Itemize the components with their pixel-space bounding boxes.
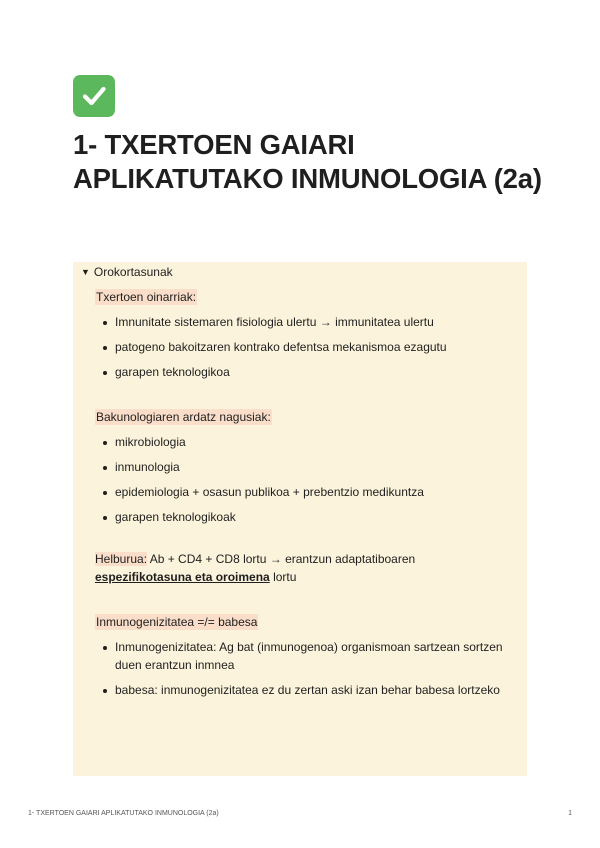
toggle-arrow-icon[interactable]: ▼ — [81, 267, 90, 277]
helburua-tail: lortu — [269, 570, 297, 584]
toggle-header[interactable] — [81, 263, 517, 281]
list-item: Inmunogenizitatea: Ag bat (inmunogenoa) organismoan sartzean sortzen duen erantzun inmnea — [95, 638, 517, 674]
section-heading-txertoen-oinarriak: Txertoen oinarriak: — [96, 290, 197, 304]
footer-title: 1- TXERTOEN GAIARI APLIKATUTAKO INMUNOLOGIA (2a) — [28, 810, 219, 817]
section-heading-bakunologiaren-ardatz: Bakunologiaren ardatz nagusiak: — [96, 410, 271, 424]
toggle-block-orokortasunak — [73, 262, 527, 776]
bullet-list-txertoen-oinarriak — [95, 313, 517, 381]
helburua-bold: espezifikotasuna eta oroimena — [95, 570, 270, 584]
list-item: epidemiologia + osasun publikoa + prebentzio medikuntza — [95, 483, 517, 501]
section-heading-inmunogenizitatea: Inmunogenizitatea =/= babesa — [96, 615, 258, 629]
bullet-list-bakunologiaren-ardatz — [95, 433, 517, 526]
helburua-text: Ab + CD4 + CD8 lortu → erantzun adaptatiboaren — [147, 552, 416, 566]
list-item: babesa: inmunogenizitatea ez du zertan aski izan behar babesa lortzeko — [95, 681, 517, 699]
toggle-label: Orokortasunak — [93, 265, 173, 279]
toggle-body — [81, 283, 517, 699]
bullet-list-inmunogenizitatea — [95, 638, 517, 699]
list-item: patogeno bakoitzaren kontrako defentsa mekanismoa ezagutu — [95, 338, 517, 356]
list-item: inmunologia — [95, 458, 517, 476]
page-title: 1- TXERTOEN GAIARI APLIKATUTAKO INMUNOLOGIA (2a) — [73, 129, 542, 194]
footer-page-number: 1 — [568, 810, 572, 817]
list-item: mikrobiologia — [95, 433, 517, 451]
list-item: garapen teknologikoa — [95, 363, 517, 381]
list-item: Imnunitate sistemaren fisiologia ulertu → immunitatea ulertu — [95, 313, 517, 331]
list-item: garapen teknologikoak — [95, 508, 517, 526]
helburua-label: Helburua: — [95, 552, 148, 566]
check-mark-button-icon — [73, 75, 115, 117]
helburua-paragraph — [95, 550, 517, 586]
